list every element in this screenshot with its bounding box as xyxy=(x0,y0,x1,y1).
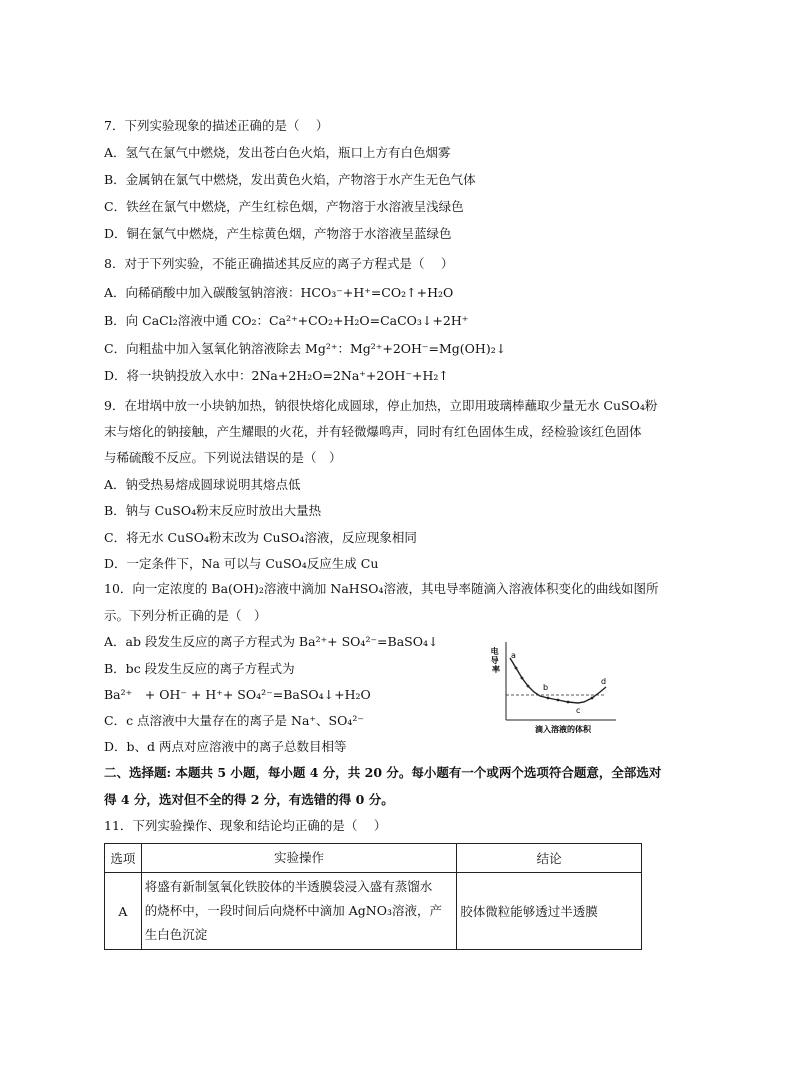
q11-table xyxy=(104,843,642,950)
q10-option-d: D．b、d 两点对应溶液中的离子总数目相等 xyxy=(104,739,347,754)
chart-series-line xyxy=(510,658,606,703)
q7-option-b: B．金属钠在氯气中燃烧，发出黄色火焰，产物溶于水产生无色气体 xyxy=(104,172,476,187)
q9-option-a: A．钠受热易熔成圆球说明其熔点低 xyxy=(104,477,301,492)
table-row xyxy=(105,873,642,950)
operation-line: 将盛有新制氢氧化铁胶体的半透膜袋浸入盛有蒸馏水 xyxy=(144,879,433,894)
q9-stem-line3: 与稀硫酸不反应。下列说法错误的是（ ） xyxy=(104,450,342,465)
table-header-conclusion: 结论 xyxy=(457,844,642,873)
operation-line: 生白色沉淀 xyxy=(144,927,208,942)
operation-line: 的烧杯中，一段时间后向烧杯中滴加 AgNO₃溶液，产 xyxy=(144,903,442,918)
q10-option-a: A．ab 段发生反应的离子方程式为 Ba²⁺+ SO₄²⁻=BaSO₄↓ xyxy=(104,634,439,649)
table-cell-operation xyxy=(141,873,456,950)
q11-stem: 11．下列实验操作、现象和结论均正确的是（ ） xyxy=(104,818,387,833)
q9-option-d: D．一定条件下，Na 可以与 CuSO₄反应生成 Cu xyxy=(104,556,379,571)
table-header-option: 选项 xyxy=(105,844,142,873)
chart-point xyxy=(567,701,570,704)
chart-point xyxy=(521,677,524,680)
table-header-operation: 实验操作 xyxy=(141,844,456,873)
table-header-row xyxy=(105,844,642,873)
q8-option-b: B．向 CaCl₂溶液中通 CO₂：Ca²⁺+CO₂+H₂O=CaCO₃↓+2H⁺ xyxy=(104,313,469,328)
chart-point-label-d: d xyxy=(601,677,607,686)
chart-point xyxy=(557,699,560,702)
conductivity-chart xyxy=(488,640,618,738)
q7-option-d: D．铜在氯气中燃烧，产生棕黄色烟，产物溶于水溶液呈蓝绿色 xyxy=(104,226,452,241)
chart-point-label-c: c xyxy=(576,706,581,715)
chart-point-label-a: a xyxy=(511,651,516,660)
table-cell-conclusion: 胶体微粒能够透过半透膜 xyxy=(457,873,642,950)
q8-stem: 8．对于下列实验，不能正确描述其反应的离子方程式是（ ） xyxy=(104,256,454,271)
chart-point xyxy=(527,685,530,688)
q7-stem: 7．下列实验现象的描述正确的是（ ） xyxy=(104,118,329,133)
q10-option-b: B．bc 段发生反应的离子方程式为 xyxy=(104,661,295,676)
section2-instruction-line2: 得 4 分，选对但不全的得 2 分，有选错的得 0 分。 xyxy=(104,792,394,807)
q10-option-b-equation: Ba²⁺ + OH⁻ + H⁺+ SO₄²⁻=BaSO₄↓+H₂O xyxy=(104,687,371,702)
chart-point xyxy=(547,697,550,700)
q10-option-c: C．c 点溶液中大量存在的离子是 Na⁺、SO₄²⁻ xyxy=(104,713,364,728)
q9-stem-line2: 末与熔化的钠接触，产生耀眼的火花，并有轻微爆鸣声，同时有红色固体生成，经检验该红色固体 xyxy=(104,424,642,439)
chart-point xyxy=(591,697,594,700)
chart-xlabel: 滴入溶液的体积 xyxy=(535,725,591,734)
q8-option-c: C．向粗盐中加入氢氧化钠溶液除去 Mg²⁺：Mg²⁺+2OH⁻=Mg(OH)₂↓ xyxy=(104,341,507,356)
q10-stem-line1: 10．向一定浓度的 Ba(OH)₂溶液中滴加 NaHSO₄溶液，其电导率随滴入溶液体积变化的曲线如图所 xyxy=(104,581,659,596)
q7-option-a: A．氢气在氯气中燃烧，发出苍白色火焰，瓶口上方有白色烟雾 xyxy=(104,145,451,160)
chart-ylabel: 电 导 率 xyxy=(490,647,500,674)
q9-option-b: B．钠与 CuSO₄粉末反应时放出大量热 xyxy=(104,503,322,518)
q9-option-c: C．将无水 CuSO₄粉末改为 CuSO₄溶液，反应现象相同 xyxy=(104,530,417,545)
table-cell-option: A xyxy=(105,873,142,950)
chart-point-label-b: b xyxy=(543,683,549,692)
q7-option-c: C．铁丝在氯气中燃烧，产生红棕色烟，产物溶于水溶液呈浅绿色 xyxy=(104,199,464,214)
q9-stem-line1: 9．在坩埚中放一小块钠加热，钠很快熔化成圆球，停止加热，立即用玻璃棒蘸取少量无水 CuSO₄粉 xyxy=(104,398,658,413)
q10-stem-line2: 示。下列分析正确的是（ ） xyxy=(104,608,267,623)
q8-option-d: D．将一块钠投放入水中：2Na+2H₂O=2Na⁺+2OH⁻+H₂↑ xyxy=(104,368,449,383)
chart-point xyxy=(515,667,518,670)
section2-instruction-line1: 二、选择题: 本题共 5 小题，每小题 4 分，共 20 分。每小题有一个或两个选项符合题意，全部选对 xyxy=(104,765,662,780)
q8-option-a: A．向稀硝酸中加入碳酸氢钠溶液：HCO₃⁻+H⁺=CO₂↑+H₂O xyxy=(104,285,454,300)
